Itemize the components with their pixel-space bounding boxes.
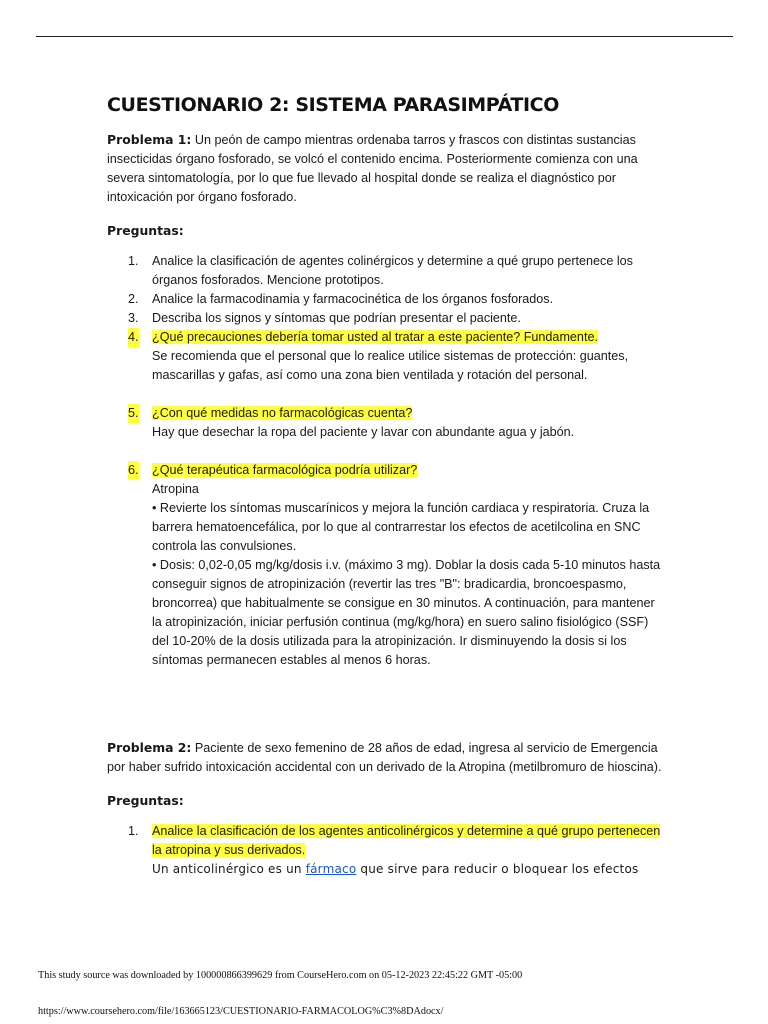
document-body [107, 92, 667, 879]
question-item [107, 328, 667, 385]
question-number: 3. [128, 311, 139, 325]
answer-p2-q1 [152, 860, 667, 879]
answer-text-after-link: que sirve para reducir o bloquear los efectos [356, 862, 639, 876]
problem-1-text: Un peón de campo mientras ordenaba tarros y frascos con distintas sustancias insecticidas órgano fosforado, se volcó el contenido encima. Posteriormente comienza con una severa sintomatología, por lo que fue llevado al hospital donde se realiza el diagnóstico por intoxicación por órgano fosforado. [107, 133, 638, 204]
question-item [107, 309, 667, 328]
source-url: https://www.coursehero.com/file/163665123/CUESTIONARIO-FARMACOLOG%C3%8DAdocx/ [38, 1006, 444, 1017]
problem-2-question-list [107, 822, 667, 879]
document-title: CUESTIONARIO 2: SISTEMA PARASIMPÁTICO [107, 94, 559, 116]
farmaco-link[interactable]: fármaco [305, 862, 357, 876]
question-number: 1. [128, 824, 139, 838]
answer-q6-bullet-2: • Dosis: 0,02-0,05 mg/kg/dosis i.v. (máximo 3 mg). Doblar la dosis cada 5-10 minutos hasta conseguir signos de atropinización (revertir las tres "B": bradicardia, broncoespasmo, broncorrea) que habitualmente se consigue en 30 minutos. A continuación, para mantener la atropinización, iniciar perfusión continua (mg/kg/hora) en suero salino fisiológico (SSF) del 10-20% de la dosis utilizada para la atropinización. Ir disminuyendo la dosis si los síntomas permanecen estables al menos 6 horas. [152, 558, 661, 667]
questions-heading-1: Preguntas: [107, 223, 184, 238]
question-text-highlighted: Analice la clasificación de los agentes anticolinérgicos y determine a qué grupo pertenecen la atropina y sus derivados. [152, 824, 661, 857]
problem-1-question-list [107, 252, 667, 670]
problem-2 [107, 738, 667, 777]
question-text-highlighted: ¿Qué terapéutica farmacológica podría utilizar? [152, 463, 418, 477]
question-text: Analice la farmacodinamia y farmacocinética de los órganos fosforados. [152, 292, 554, 306]
answer-q5: Hay que desechar la ropa del paciente y lavar con abundante agua y jabón. [152, 425, 575, 439]
question-text: Analice la clasificación de agentes colinérgicos y determine a qué grupo pertenece los órganos fosforados. Mencione prototipos. [152, 254, 633, 287]
section-gap [107, 670, 667, 738]
question-item [107, 404, 667, 442]
question-item [107, 252, 667, 290]
answer-text-before-link: Un anticolinérgico es un [152, 862, 306, 876]
question-text: Describa los signos y síntomas que podrían presentar el paciente. [152, 311, 521, 325]
question-item [107, 290, 667, 309]
problem-1-label: Problema 1: [107, 132, 192, 147]
problem-2-label: Problema 2: [107, 740, 192, 755]
answer-q4: Se recomienda que el personal que lo realice utilice sistemas de protección: guantes, mascarillas y gafas, así como una zona bien ventilada y rotación del personal. [152, 349, 629, 382]
question-item [107, 822, 667, 879]
question-number: 1. [128, 254, 139, 268]
spacer [107, 385, 667, 404]
question-number: 5. [128, 404, 139, 423]
question-text-highlighted: ¿Qué precauciones debería tomar usted al tratar a este paciente? Fundamente. [152, 330, 598, 344]
problem-1 [107, 130, 667, 207]
top-rule [36, 36, 733, 37]
problem-2-text: Paciente de sexo femenino de 28 años de edad, ingresa al servicio de Emergencia por haber sufrido intoxicación accidental con un derivado de la Atropina (metilbromuro de hioscina). [107, 741, 662, 774]
answer-q6-bullet-1: • Revierte los síntomas muscarínicos y mejora la función cardiaca y respiratoria. Cruza la barrera hematoencefálica, por lo que al contrarrestar los efectos de acetilcolina en SNC controla las convulsiones. [152, 501, 650, 553]
questions-heading-2: Preguntas: [107, 793, 184, 808]
question-number: 6. [128, 461, 139, 480]
answer-q6-drug: Atropina [152, 482, 199, 496]
question-text-highlighted: ¿Con qué medidas no farmacológicas cuenta? [152, 406, 413, 420]
question-number: 4. [128, 328, 139, 347]
question-item [107, 461, 667, 670]
download-notice: This study source was downloaded by 100000866399629 from CourseHero.com on 05-12-2023 22:45:22 GMT -05:00 [38, 970, 523, 981]
spacer [107, 442, 667, 461]
question-number: 2. [128, 292, 139, 306]
